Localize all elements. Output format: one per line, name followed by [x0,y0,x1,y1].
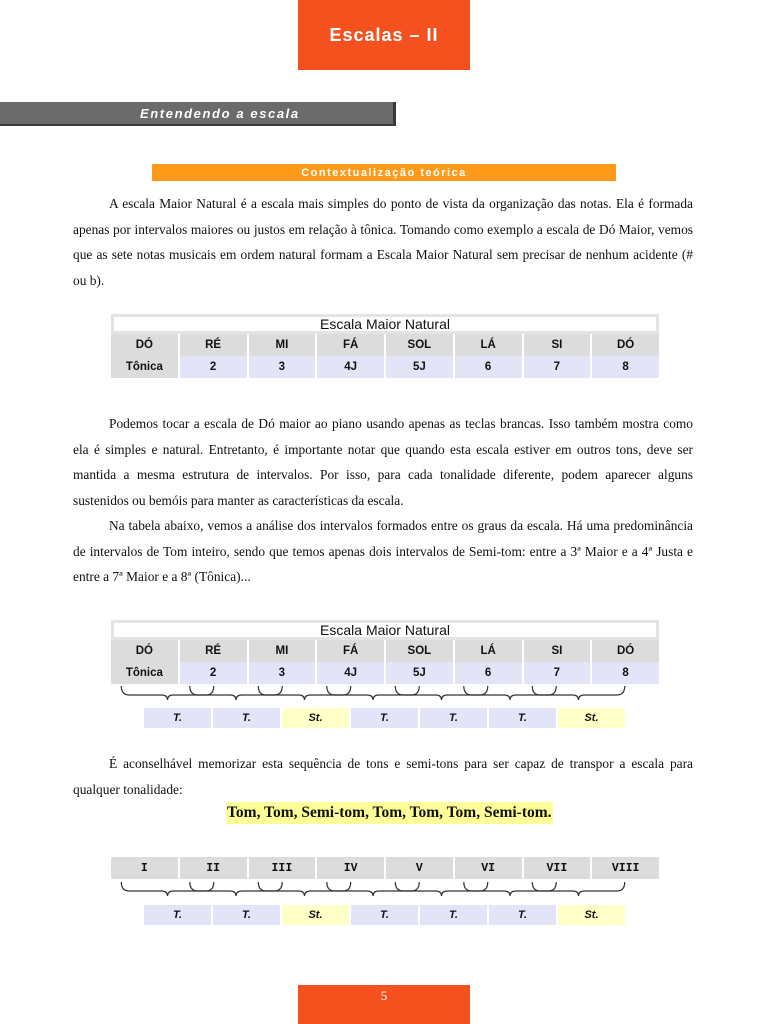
interval-brace [190,686,282,700]
page-number [298,985,470,1024]
interval-brace [395,686,487,700]
interval-sequence: Tom, Tom, Semi-tom, Tom, Tom, Tom, Semi-tom. [226,802,553,824]
roman-cell: III [249,857,318,879]
roman-cell: I [111,857,180,879]
section-heading-bar [0,102,396,126]
degree-cell: 2 [180,662,249,684]
interval-braces-2 [111,880,659,902]
page-title [298,0,470,70]
interval-cell: T. [144,708,213,728]
scale-table-2 [111,620,659,684]
note-cell: SI [524,334,593,356]
scale-table-1-title: Escala Maior Natural [111,314,659,334]
interval-brace [464,686,556,700]
interval-brace [532,686,624,700]
page-number-text: 5 [380,988,388,1003]
interval-brace [327,882,419,896]
note-cell: FÁ [317,640,386,662]
note-cell: SOL [386,334,455,356]
interval-cell: T. [489,905,558,925]
interval-cell: St. [282,708,351,728]
roman-cell: VIII [592,857,659,879]
paragraph-intervals-text: Na tabela abaixo, vemos a análise dos intervalos formados entre os graus da escala. Há uma predominância de intervalos de Tom inteiro, sendo que temos apenas dois intervalos de Semi-tom: entre a 3ª Maior e a 4ª Justa e entre a 7ª Maior e a 8ª (Tônica)... [73,518,693,584]
paragraph-intro-text: A escala Maior Natural é a escala mais simples do ponto de vista da organização das notas. Ela é formada apenas por intervalos maiores ou justos em relação à tônica. Tomando como exemplo a escala de Dó Maior, vemos que as sete notas musicais em ordem natural formam a Escala Maior Natural sem precisar de nenhum acidente (# ou b). [73,196,693,288]
degree-cell: 4J [317,356,386,378]
subsection-heading-text: Contextualização teórica [301,166,467,179]
interval-cell: T. [213,708,282,728]
roman-cell: IV [317,857,386,879]
interval-cell: St. [558,905,625,925]
interval-braces-1 [111,684,659,706]
note-cell: RÉ [180,640,249,662]
interval-brace [121,882,213,896]
interval-cell: St. [282,905,351,925]
note-cell: RÉ [180,334,249,356]
note-cell: DÓ [111,334,180,356]
degree-cell: 7 [524,662,593,684]
interval-row-2 [144,905,625,925]
degree-cell: 6 [455,662,524,684]
paragraph-intro [73,191,693,293]
degree-cell: 4J [317,662,386,684]
degree-cell: 7 [524,356,593,378]
interval-brace [327,686,419,700]
degree-cell: 3 [249,356,318,378]
note-cell: DÓ [111,640,180,662]
degree-cell: 5J [386,662,455,684]
roman-degree-table [111,857,659,879]
degree-cell: 6 [455,356,524,378]
roman-cell: II [180,857,249,879]
scale-table-1-notes-row [111,334,659,356]
interval-brace [258,882,350,896]
degree-cell: 5J [386,356,455,378]
interval-brace [532,882,624,896]
degree-cell: 8 [592,356,659,378]
degree-cell: 3 [249,662,318,684]
roman-degree-row [111,857,659,879]
note-cell: SOL [386,640,455,662]
interval-cell: T. [213,905,282,925]
note-cell: SI [524,640,593,662]
note-cell: MI [249,640,318,662]
note-cell: LÁ [455,640,524,662]
interval-brace [190,882,282,896]
interval-brace [395,882,487,896]
note-cell: MI [249,334,318,356]
scale-table-1-degrees-row [111,356,659,378]
scale-table-2-degrees-row [111,662,659,684]
interval-row-1 [144,708,625,728]
roman-cell: V [386,857,455,879]
roman-cell: VII [524,857,593,879]
paragraph-piano [73,411,693,513]
interval-cell: T. [420,708,489,728]
scale-table-2-title: Escala Maior Natural [111,620,659,640]
degree-cell: 2 [180,356,249,378]
paragraph-intervals [73,513,693,590]
interval-cell: T. [351,905,420,925]
roman-cell: VI [455,857,524,879]
subsection-heading [152,164,616,181]
section-heading: Entendendo a escala [140,106,300,121]
interval-brace [121,686,213,700]
note-cell: LÁ [455,334,524,356]
interval-cell: T. [351,708,420,728]
interval-cell: T. [144,905,213,925]
interval-cell: T. [489,708,558,728]
paragraph-piano-text: Podemos tocar a escala de Dó maior ao piano usando apenas as teclas brancas. Isso também mostra como ela é simples e natural. Entretanto, é importante notar que quando esta escala estiver em outros tons, deve ser mantida a mesma estrutura de intervalos. Por isso, para cada tonalidade diferente, podem aparecer alguns sustenidos ou bemóis para manter as características da escala. [73,416,693,508]
interval-cell: T. [420,905,489,925]
degree-cell: 8 [592,662,659,684]
note-cell: DÓ [592,640,659,662]
interval-cell: St. [558,708,625,728]
scale-table-2-notes-row [111,640,659,662]
degree-cell: Tônica [111,662,180,684]
degree-cell: Tônica [111,356,180,378]
note-cell: DÓ [592,334,659,356]
interval-brace [258,686,350,700]
paragraph-memorize-text: É aconselhável memorizar esta sequência de tons e semi-tons para ser capaz de transpor a escala para qualquer tonalidade: [73,756,693,797]
interval-brace [464,882,556,896]
note-cell: FÁ [317,334,386,356]
scale-table-1 [111,314,659,378]
paragraph-memorize [73,751,693,802]
page-title-text: Escalas – II [329,24,439,45]
